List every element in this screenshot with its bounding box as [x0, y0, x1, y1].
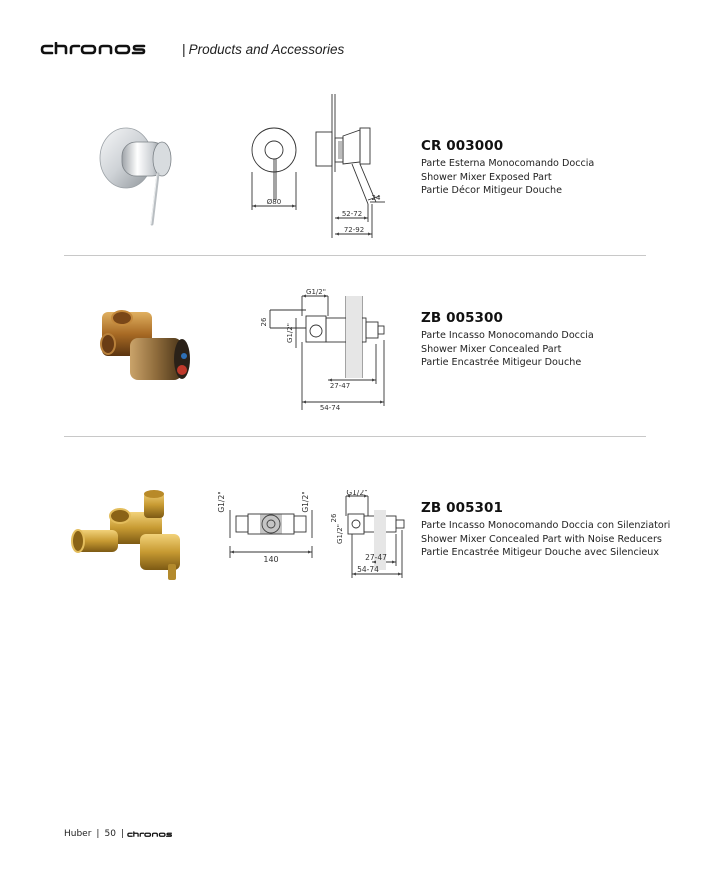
dim-diameter: Ø80	[266, 198, 282, 206]
description-it: Parte Incasso Monocomando Doccia	[421, 330, 594, 341]
product-code: ZB 005300	[421, 310, 504, 326]
page-title: Products and Accessories	[188, 41, 345, 57]
description-en: Shower Mixer Concealed Part	[421, 343, 562, 355]
product-photo	[96, 298, 196, 393]
description-en: Shower Mixer Exposed Part	[421, 171, 552, 183]
technical-drawing-side	[330, 490, 414, 582]
dim-g-left: G1/2"	[217, 491, 226, 513]
technical-drawing	[256, 288, 406, 418]
product-info	[421, 138, 594, 198]
product-info	[421, 310, 594, 370]
product-info	[421, 500, 670, 560]
dim-26: 26	[260, 317, 268, 327]
product-code: ZB 005301	[421, 500, 504, 516]
section-divider	[64, 436, 646, 437]
product-code: CR 003000	[421, 138, 504, 154]
dim-72-92: 72-92	[343, 226, 365, 234]
dim-27-47: 27-47	[329, 382, 351, 390]
description-fr: Partie Encastrée Mitigeur Douche avec Silencieux	[421, 547, 660, 558]
dim-g-side: G1/2"	[286, 323, 294, 343]
page-header	[40, 38, 344, 60]
dim-26: 26	[330, 513, 338, 523]
header-separator: |	[182, 41, 186, 57]
description-en: Shower Mixer Concealed Part with Noise Reducers	[421, 533, 662, 545]
technical-drawing-front	[214, 484, 326, 564]
footer-separator: |	[120, 829, 124, 839]
page-number: 50	[104, 829, 116, 839]
dim-54-74: 54-74	[319, 404, 341, 412]
description-it: Parte Esterna Monocomando Doccia	[421, 158, 595, 169]
dim-g-top: G1/2"	[306, 288, 326, 296]
dim-52-72: 52-72	[341, 210, 363, 218]
dim-g-side: G1/2"	[336, 524, 344, 544]
footer-company: Huber	[64, 829, 92, 839]
chronos-logo	[127, 831, 185, 838]
footer-separator: |	[96, 829, 100, 839]
description-fr: Partie Décor Mitigeur Douche	[421, 185, 563, 196]
dim-27-47: 27-47	[365, 553, 387, 562]
section-divider	[64, 255, 646, 256]
page-footer	[64, 829, 185, 839]
dim-24: 24	[371, 194, 381, 202]
dim-54-74: 54-74	[357, 565, 379, 574]
description-fr: Partie Encastrée Mitigeur Douche	[421, 357, 582, 368]
product-photo	[70, 488, 188, 588]
dim-g-right: G1/2"	[301, 491, 310, 513]
dim-g-top: G1/2"	[346, 490, 368, 497]
product-photo	[92, 118, 182, 228]
description-it: Parte Incasso Monocomando Doccia con Silenziatori	[421, 520, 671, 531]
technical-drawing	[240, 92, 410, 240]
chronos-logo	[40, 42, 176, 56]
dim-140: 140	[263, 555, 279, 564]
